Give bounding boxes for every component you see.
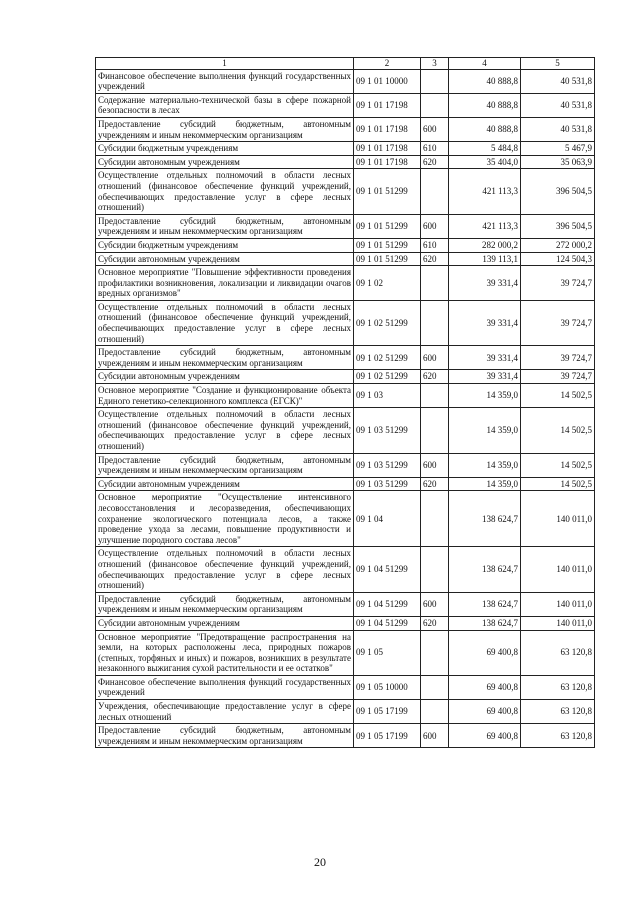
cell-expense-type: 600 bbox=[421, 592, 449, 616]
cell-expense-type bbox=[421, 300, 449, 345]
cell-expense-type bbox=[421, 384, 449, 408]
cell-expense-type: 620 bbox=[421, 370, 449, 384]
cell-name: Основное мероприятие "Повышение эффективности проведения профилактики возникновения, локализации и ликвидации очагов вредных организмов" bbox=[96, 266, 354, 301]
cell-value-col4: 5 484,8 bbox=[449, 142, 521, 156]
cell-value-col5: 35 063,9 bbox=[521, 155, 595, 169]
table-row bbox=[96, 700, 595, 724]
cell-value-col5: 140 011,0 bbox=[521, 491, 595, 547]
cell-code: 09 1 02 51299 bbox=[354, 370, 421, 384]
cell-value-col5: 14 502,5 bbox=[521, 408, 595, 453]
cell-code: 09 1 01 17198 bbox=[354, 117, 421, 141]
cell-code: 09 1 04 51299 bbox=[354, 547, 421, 592]
cell-name: Финансовое обеспечение выполнения функций государственных учреждений bbox=[96, 675, 354, 699]
cell-code: 09 1 01 51299 bbox=[354, 238, 421, 252]
cell-code: 09 1 01 10000 bbox=[354, 69, 421, 93]
table-row bbox=[96, 453, 595, 477]
cell-expense-type: 610 bbox=[421, 238, 449, 252]
cell-value-col5: 396 504,5 bbox=[521, 169, 595, 214]
cell-code: 09 1 03 bbox=[354, 384, 421, 408]
document-page bbox=[95, 57, 594, 748]
table-row bbox=[96, 346, 595, 370]
header-col-3: 3 bbox=[421, 58, 449, 70]
cell-code: 09 1 02 bbox=[354, 266, 421, 301]
cell-code: 09 1 05 17199 bbox=[354, 700, 421, 724]
cell-value-col5: 39 724,7 bbox=[521, 346, 595, 370]
cell-value-col5: 63 120,8 bbox=[521, 675, 595, 699]
cell-name: Субсидии автономным учреждениям bbox=[96, 370, 354, 384]
cell-value-col5: 39 724,7 bbox=[521, 300, 595, 345]
cell-expense-type bbox=[421, 169, 449, 214]
header-col-4: 4 bbox=[449, 58, 521, 70]
cell-value-col4: 39 331,4 bbox=[449, 300, 521, 345]
cell-expense-type: 620 bbox=[421, 477, 449, 491]
cell-value-col5: 63 120,8 bbox=[521, 630, 595, 675]
table-row bbox=[96, 155, 595, 169]
cell-code: 09 1 01 17198 bbox=[354, 155, 421, 169]
cell-code: 09 1 02 51299 bbox=[354, 346, 421, 370]
cell-value-col4: 138 624,7 bbox=[449, 491, 521, 547]
cell-value-col4: 69 400,8 bbox=[449, 700, 521, 724]
table-row bbox=[96, 675, 595, 699]
cell-expense-type: 610 bbox=[421, 142, 449, 156]
cell-value-col4: 14 359,0 bbox=[449, 408, 521, 453]
table-row bbox=[96, 384, 595, 408]
cell-value-col5: 5 467,9 bbox=[521, 142, 595, 156]
table-row bbox=[96, 93, 595, 117]
cell-value-col5: 272 000,2 bbox=[521, 238, 595, 252]
cell-expense-type: 600 bbox=[421, 346, 449, 370]
cell-name: Осуществление отдельных полномочий в области лесных отношений (финансовое обеспечение функций учреждений, обеспечивающих предоставление услуг в сфере лесных отношений) bbox=[96, 300, 354, 345]
cell-name: Предоставление субсидий бюджетным, автономным учреждениям и иным некоммерческим организациям bbox=[96, 592, 354, 616]
cell-code: 09 1 01 51299 bbox=[354, 214, 421, 238]
cell-code: 09 1 03 51299 bbox=[354, 408, 421, 453]
cell-value-col5: 124 504,3 bbox=[521, 252, 595, 266]
cell-expense-type bbox=[421, 69, 449, 93]
cell-value-col4: 40 888,8 bbox=[449, 69, 521, 93]
cell-value-col4: 40 888,8 bbox=[449, 93, 521, 117]
cell-name: Осуществление отдельных полномочий в области лесных отношений (финансовое обеспечение функций учреждений, обеспечивающих предоставление услуг в сфере лесных отношений) bbox=[96, 169, 354, 214]
cell-expense-type bbox=[421, 700, 449, 724]
cell-name: Основное мероприятие "Осуществление интенсивного лесовосстановления и лесоразведения, обеспечивающих сохранение экологического потенциала лесов, а также проведение ухода за лесами, повышение продуктивности и улучшение породного состава лесов" bbox=[96, 491, 354, 547]
cell-name: Предоставление субсидий бюджетным, автономным учреждениям и иным некоммерческим организациям bbox=[96, 453, 354, 477]
cell-code: 09 1 01 51299 bbox=[354, 169, 421, 214]
table-row bbox=[96, 117, 595, 141]
cell-value-col4: 35 404,0 bbox=[449, 155, 521, 169]
cell-value-col5: 396 504,5 bbox=[521, 214, 595, 238]
cell-expense-type: 620 bbox=[421, 155, 449, 169]
cell-value-col4: 138 624,7 bbox=[449, 547, 521, 592]
cell-value-col5: 39 724,7 bbox=[521, 266, 595, 301]
cell-value-col4: 139 113,1 bbox=[449, 252, 521, 266]
cell-name: Предоставление субсидий бюджетным, автономным учреждениям и иным некоммерческим организациям bbox=[96, 724, 354, 748]
cell-value-col4: 14 359,0 bbox=[449, 453, 521, 477]
cell-name: Субсидии автономным учреждениям bbox=[96, 616, 354, 630]
page-number: 20 bbox=[314, 855, 326, 869]
table-row bbox=[96, 142, 595, 156]
cell-name: Предоставление субсидий бюджетным, автономным учреждениям и иным некоммерческим организациям bbox=[96, 214, 354, 238]
cell-expense-type bbox=[421, 491, 449, 547]
cell-code: 09 1 03 51299 bbox=[354, 477, 421, 491]
cell-code: 09 1 02 51299 bbox=[354, 300, 421, 345]
cell-expense-type: 600 bbox=[421, 453, 449, 477]
cell-expense-type: 620 bbox=[421, 252, 449, 266]
table-row bbox=[96, 616, 595, 630]
cell-code: 09 1 01 17198 bbox=[354, 142, 421, 156]
cell-value-col5: 14 502,5 bbox=[521, 453, 595, 477]
table-row bbox=[96, 214, 595, 238]
cell-code: 09 1 01 17198 bbox=[354, 93, 421, 117]
cell-name: Субсидии автономным учреждениям bbox=[96, 477, 354, 491]
cell-value-col4: 282 000,2 bbox=[449, 238, 521, 252]
cell-expense-type: 600 bbox=[421, 214, 449, 238]
cell-expense-type bbox=[421, 675, 449, 699]
table-row bbox=[96, 169, 595, 214]
table-row bbox=[96, 724, 595, 748]
cell-name: Субсидии бюджетным учреждениям bbox=[96, 238, 354, 252]
cell-name: Осуществление отдельных полномочий в области лесных отношений (финансовое обеспечение функций учреждений, обеспечивающих предоставление услуг в сфере лесных отношений) bbox=[96, 408, 354, 453]
cell-value-col4: 138 624,7 bbox=[449, 616, 521, 630]
cell-expense-type bbox=[421, 93, 449, 117]
table-row bbox=[96, 266, 595, 301]
cell-value-col4: 39 331,4 bbox=[449, 370, 521, 384]
table-row bbox=[96, 370, 595, 384]
cell-code: 09 1 04 51299 bbox=[354, 592, 421, 616]
header-col-5: 5 bbox=[521, 58, 595, 70]
cell-value-col5: 140 011,0 bbox=[521, 592, 595, 616]
cell-value-col5: 14 502,5 bbox=[521, 477, 595, 491]
cell-name: Субсидии автономным учреждениям bbox=[96, 252, 354, 266]
cell-value-col5: 14 502,5 bbox=[521, 384, 595, 408]
table-row bbox=[96, 238, 595, 252]
cell-value-col5: 63 120,8 bbox=[521, 724, 595, 748]
cell-value-col4: 14 359,0 bbox=[449, 477, 521, 491]
cell-name: Содержание материально-технической базы в сфере пожарной безопасности в лесах bbox=[96, 93, 354, 117]
cell-value-col5: 140 011,0 bbox=[521, 547, 595, 592]
cell-name: Финансовое обеспечение выполнения функций государственных учреждений bbox=[96, 69, 354, 93]
cell-code: 09 1 05 17199 bbox=[354, 724, 421, 748]
header-col-1: 1 bbox=[96, 58, 354, 70]
cell-value-col5: 40 531,8 bbox=[521, 117, 595, 141]
cell-value-col4: 69 400,8 bbox=[449, 675, 521, 699]
cell-code: 09 1 05 bbox=[354, 630, 421, 675]
cell-name: Основное мероприятие "Создание и функционирование объекта Единого генетико-селекционного комплекса (ЕГСК)" bbox=[96, 384, 354, 408]
table-row bbox=[96, 491, 595, 547]
cell-value-col4: 39 331,4 bbox=[449, 266, 521, 301]
budget-table bbox=[95, 57, 595, 748]
cell-code: 09 1 04 bbox=[354, 491, 421, 547]
cell-expense-type bbox=[421, 630, 449, 675]
cell-name: Учреждения, обеспечивающие предоставление услуг в сфере лесных отношений bbox=[96, 700, 354, 724]
table-row bbox=[96, 547, 595, 592]
cell-value-col4: 138 624,7 bbox=[449, 592, 521, 616]
cell-value-col4: 69 400,8 bbox=[449, 630, 521, 675]
cell-value-col4: 69 400,8 bbox=[449, 724, 521, 748]
table-row bbox=[96, 477, 595, 491]
table-row bbox=[96, 69, 595, 93]
cell-value-col5: 40 531,8 bbox=[521, 93, 595, 117]
cell-expense-type bbox=[421, 547, 449, 592]
cell-value-col5: 140 011,0 bbox=[521, 616, 595, 630]
cell-value-col5: 63 120,8 bbox=[521, 700, 595, 724]
cell-code: 09 1 04 51299 bbox=[354, 616, 421, 630]
cell-value-col5: 40 531,8 bbox=[521, 69, 595, 93]
cell-expense-type bbox=[421, 266, 449, 301]
cell-value-col4: 421 113,3 bbox=[449, 214, 521, 238]
cell-value-col4: 40 888,8 bbox=[449, 117, 521, 141]
cell-value-col4: 39 331,4 bbox=[449, 346, 521, 370]
cell-name: Субсидии автономным учреждениям bbox=[96, 155, 354, 169]
cell-expense-type bbox=[421, 408, 449, 453]
cell-code: 09 1 01 51299 bbox=[354, 252, 421, 266]
table-row bbox=[96, 630, 595, 675]
cell-expense-type: 600 bbox=[421, 724, 449, 748]
cell-code: 09 1 03 51299 bbox=[354, 453, 421, 477]
header-col-2: 2 bbox=[354, 58, 421, 70]
cell-value-col4: 421 113,3 bbox=[449, 169, 521, 214]
cell-name: Осуществление отдельных полномочий в области лесных отношений (финансовое обеспечение функций учреждений, обеспечивающих предоставление услуг в сфере лесных отношений) bbox=[96, 547, 354, 592]
table-row bbox=[96, 408, 595, 453]
cell-value-col5: 39 724,7 bbox=[521, 370, 595, 384]
cell-name: Субсидии бюджетным учреждениям bbox=[96, 142, 354, 156]
cell-name: Предоставление субсидий бюджетным, автономным учреждениям и иным некоммерческим организациям bbox=[96, 346, 354, 370]
cell-expense-type: 620 bbox=[421, 616, 449, 630]
cell-name: Основное мероприятие "Предотвращение распространения на земли, на которых расположены леса, природных пожаров (степных, торфяных и иных) и пожаров, возникших в результате незаконного выжигания сухой растительности и ее остатков" bbox=[96, 630, 354, 675]
cell-value-col4: 14 359,0 bbox=[449, 384, 521, 408]
table-header-row bbox=[96, 58, 595, 70]
table-row bbox=[96, 300, 595, 345]
table-row bbox=[96, 252, 595, 266]
cell-expense-type: 600 bbox=[421, 117, 449, 141]
cell-name: Предоставление субсидий бюджетным, автономным учреждениям и иным некоммерческим организациям bbox=[96, 117, 354, 141]
cell-code: 09 1 05 10000 bbox=[354, 675, 421, 699]
table-row bbox=[96, 592, 595, 616]
